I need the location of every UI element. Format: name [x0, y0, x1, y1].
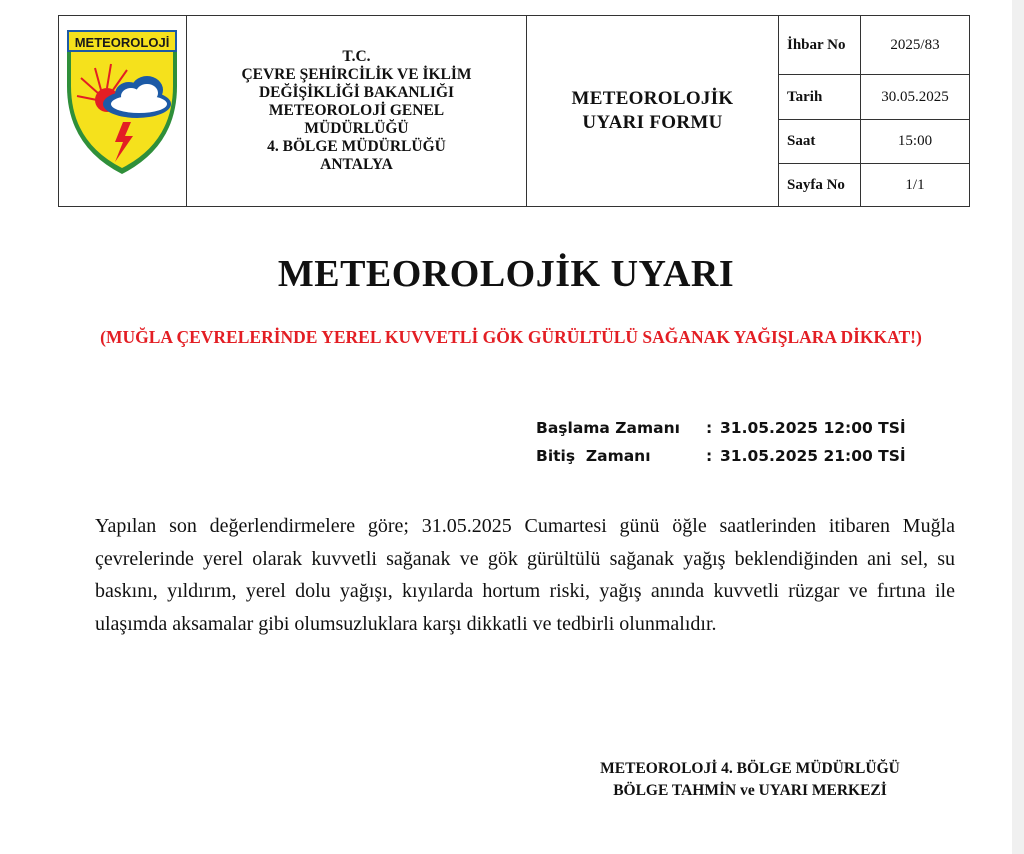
end-time-row [536, 442, 906, 470]
form-title-line: METEOROLOJİK [571, 88, 734, 109]
start-time-row [536, 414, 906, 442]
org-line: DEĞİŞİKLİĞİ BAKANLIĞI [258, 84, 455, 101]
page-title: METEOROLOJİK UYARI [277, 253, 735, 295]
alert-subtitle: (MUĞLA ÇEVRELERİNDE YEREL KUVVETLİ GÖK GÜRÜLTÜLÜ SAĞANAK YAĞIŞLARA DİKKAT!) [100, 327, 922, 347]
end-time-label: Bitiş Zamanı [536, 447, 651, 465]
meta-value: 30.05.2025 [881, 88, 949, 105]
meta-info-cell [779, 16, 969, 206]
org-line: ANTALYA [320, 156, 393, 173]
meta-row-saat [779, 120, 969, 164]
form-title-line: UYARI FORMU [582, 112, 723, 133]
org-line: MÜDÜRLÜĞÜ [304, 120, 409, 137]
organization-cell [187, 16, 527, 206]
svg-text:METEOROLOJİ: METEOROLOJİ [74, 35, 170, 50]
meta-label: Tarih [779, 75, 861, 119]
meta-label: Saat [779, 120, 861, 163]
warning-body: Yapılan son değerlendirmelere göre; 31.05.2025 Cumartesi günü öğle saatlerinden itibaren Muğla çevrelerinde yerel olarak kuvvetli sağanak ve gök gürültülü sağanak yağış beklendiğinden ani sel, su baskını, yıldırım, yerel dolu yağışı, kıyılarda hortum riski, yağış anında kuvvetli rüzgar ve fırtına ile ulaşımda aksamalar gibi olumsuzluklara karşı dikkatli ve tedbirli olunmalıdır. [95, 515, 955, 635]
signature-line: METEOROLOJİ 4. BÖLGE MÜDÜRLÜĞÜ [600, 760, 900, 777]
separator: : [706, 419, 713, 437]
logo-cell [59, 16, 187, 206]
meta-value: 15:00 [897, 133, 933, 149]
start-time-value: 31.05.2025 12:00 TSİ [720, 419, 906, 437]
org-line: METEOROLOJİ GENEL [268, 102, 445, 119]
start-time-label: Başlama Zamanı [536, 419, 680, 437]
meta-row-tarih [779, 75, 969, 120]
signature-line: BÖLGE TAHMİN ve UYARI MERKEZİ [613, 782, 887, 799]
header-table [58, 15, 970, 207]
meteoroloji-logo [59, 16, 187, 206]
org-line: 4. BÖLGE MÜDÜRLÜĞÜ [267, 138, 446, 155]
separator: : [706, 447, 713, 465]
meta-label: İhbar No [779, 16, 861, 74]
time-block [536, 414, 906, 470]
meta-row-ihbar [779, 16, 969, 75]
end-time-value: 31.05.2025 21:00 TSİ [720, 447, 906, 465]
form-title-cell [527, 16, 779, 206]
meta-label: Sayfa No [779, 164, 861, 206]
meta-value: 1/1 [905, 176, 925, 193]
org-line: T.C. [342, 48, 371, 65]
meta-value: 2025/83 [890, 36, 940, 53]
meta-row-sayfa [779, 164, 969, 206]
signature-block [540, 758, 960, 802]
org-line: ÇEVRE ŞEHİRCİLİK VE İKLİM [241, 66, 472, 83]
